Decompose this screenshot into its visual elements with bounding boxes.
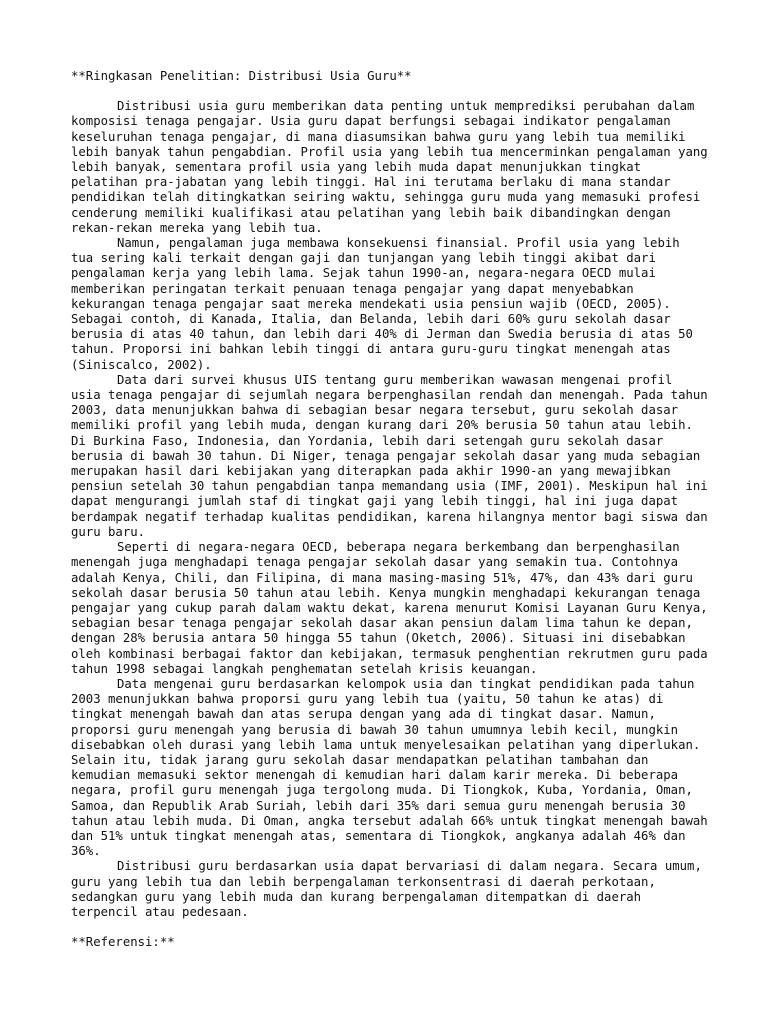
paragraph-uis-survey: Data dari survei khusus UIS tentang guru memberikan wawasan mengenai profil usia tenaga pengajar di sejumlah negara berpenghasilan rendah dan menengah. Pada tahun 2003, data menunjukkan bahwa di sebagian besar negara tersebut, guru sekolah dasar memiliki profil yang lebih muda, dengan kurang dari 20% berusia 50 tahun atau lebih. Di Burkina Faso, Indonesia, dan Yordania, lebih dari setengah guru sekolah dasar berusia di bawah 30 tahun. Di Niger, tenaga pengajar sekolah dasar yang muda sebagian merupakan hasil dari kebijakan yang diterapkan pada akhir 1990-an yang mewajibkan pensiun setelah 30 tahun pengabdian tanpa memandang usia (IMF, 2001). Meskipun hal ini dapat mengurangi jumlah staf di tingkat gaji yang lebih tinggi, hal ini juga dapat berdampak negatif terhadap kualitas pendidikan, karena hilangnya mentor bagi siswa dan guru baru. [71, 372, 708, 539]
document-title: **Ringkasan Penelitian: Distribusi Usia Guru** [71, 69, 412, 83]
paragraph-age-distribution-intro: Distribusi usia guru memberikan data penting untuk memprediksi perubahan dalam komposisi tenaga pengajar. Usia guru dapat berfungsi sebagai indikator pengalaman keseluruhan tenaga pengajar, di mana diasumsikan bahwa guru yang lebih tua memiliki lebih banyak tahun pengabdian. Profil usia yang lebih tua mencerminkan pengalaman yang lebih banyak, sementara profil usia yang lebih muda dapat menunjukkan tingkat pelatihan pra-jabatan yang lebih tinggi. Hal ini terutama berlaku di mana standar pendidikan telah ditingkatkan seiring waktu, sehingga guru muda yang memasuki profesi cenderung memiliki kualifikasi atau pelatihan yang lebih baik dibandingkan dengan rekan-rekan mereka yang lebih tua. [71, 99, 708, 235]
paragraph-secondary-teachers: Data mengenai guru berdasarkan kelompok usia dan tingkat pendidikan pada tahun 2003 menunjukkan bahwa proporsi guru yang lebih tua (yaitu, 50 tahun ke atas) di tingkat menengah bawah dan atas serupa dengan yang ada di tingkat dasar. Namun, proporsi guru menengah yang berusia di bawah 30 tahun umumnya lebih kecil, mungkin disebabkan oleh durasi yang lebih lama untuk menyelesaikan pelatihan yang diperlukan. Selain itu, tidak jarang guru sekolah dasar mendapatkan pelatihan tambahan dan kemudian memasuki sektor menengah di kemudian hari dalam karir mereka. Di beberapa negara, profil guru menengah juga tergolong muda. Di Tiongkok, Kuba, Yordania, Oman, Samoa, dan Republik Arab Suriah, lebih dari 35% dari semua guru menengah berusia 30 tahun atau lebih muda. Di Oman, angka tersebut adalah 66% untuk tingkat menengah bawah dan 51% untuk tingkat menengah atas, sementara di Tiongkok, angkanya adalah 46% dan 36%. [71, 676, 708, 859]
references-heading: **Referensi:** [71, 935, 175, 950]
paragraph-within-country-variation: Distribusi guru berdasarkan usia dapat bervariasi di dalam negara. Secara umum, guru yang lebih tua dan lebih berpengalaman terkonsentrasi di daerah perkotaan, sedangkan guru yang lebih muda dan kurang berpengalaman ditempatkan di daerah terpencil atau pedesaan. [71, 859, 702, 919]
paragraph-financial-consequences: Namun, pengalaman juga membawa konsekuensi finansial. Profil usia yang lebih tua sering kali terkait dengan gaji dan tunjangan yang lebih tinggi akibat dari pengalaman kerja yang lebih lama. Sejak tahun 1990-an, negara-negara OECD mulai memberikan peringatan terkait penuaan tenaga pengajar yang dapat menyebabkan kekurangan tenaga pengajar saat mereka mendekati usia pensiun wajib (OECD, 2005). Sebagai contoh, di Kanada, Italia, dan Belanda, lebih dari 60% guru sekolah dasar berusia di atas 40 tahun, dan lebih dari 40% di Jerman dan Swedia berusia di atas 50 tahun. Proporsi ini bahkan lebih tinggi di antara guru-guru tingkat menengah atas (Siniscalco, 2002). [71, 236, 693, 372]
paragraph-aging-workforce-developing: Seperti di negara-negara OECD, beberapa negara berkembang dan berpenghasilan menengah juga menghadapi tenaga pengajar sekolah dasar yang semakin tua. Contohnya adalah Kenya, Chili, dan Filipina, di mana masing-masing 51%, 47%, dan 43% dari guru sekolah dasar berusia 50 tahun atau lebih. Kenya mungkin menghadapi kekurangan tenaga pengajar yang cukup parah dalam waktu dekat, karena menurut Komisi Layanan Guru Kenya, sebagian besar tenaga pengajar sekolah dasar akan pensiun dalam lima tahun ke depan, dengan 28% berusia antara 50 hingga 55 tahun (Oketch, 2006). Situasi ini disebabkan oleh kombinasi berbagai faktor dan kebijakan, termasuk penghentian rekrutmen guru pada tahun 1998 sebagai langkah penghematan setelah krisis keuangan. [71, 540, 708, 676]
